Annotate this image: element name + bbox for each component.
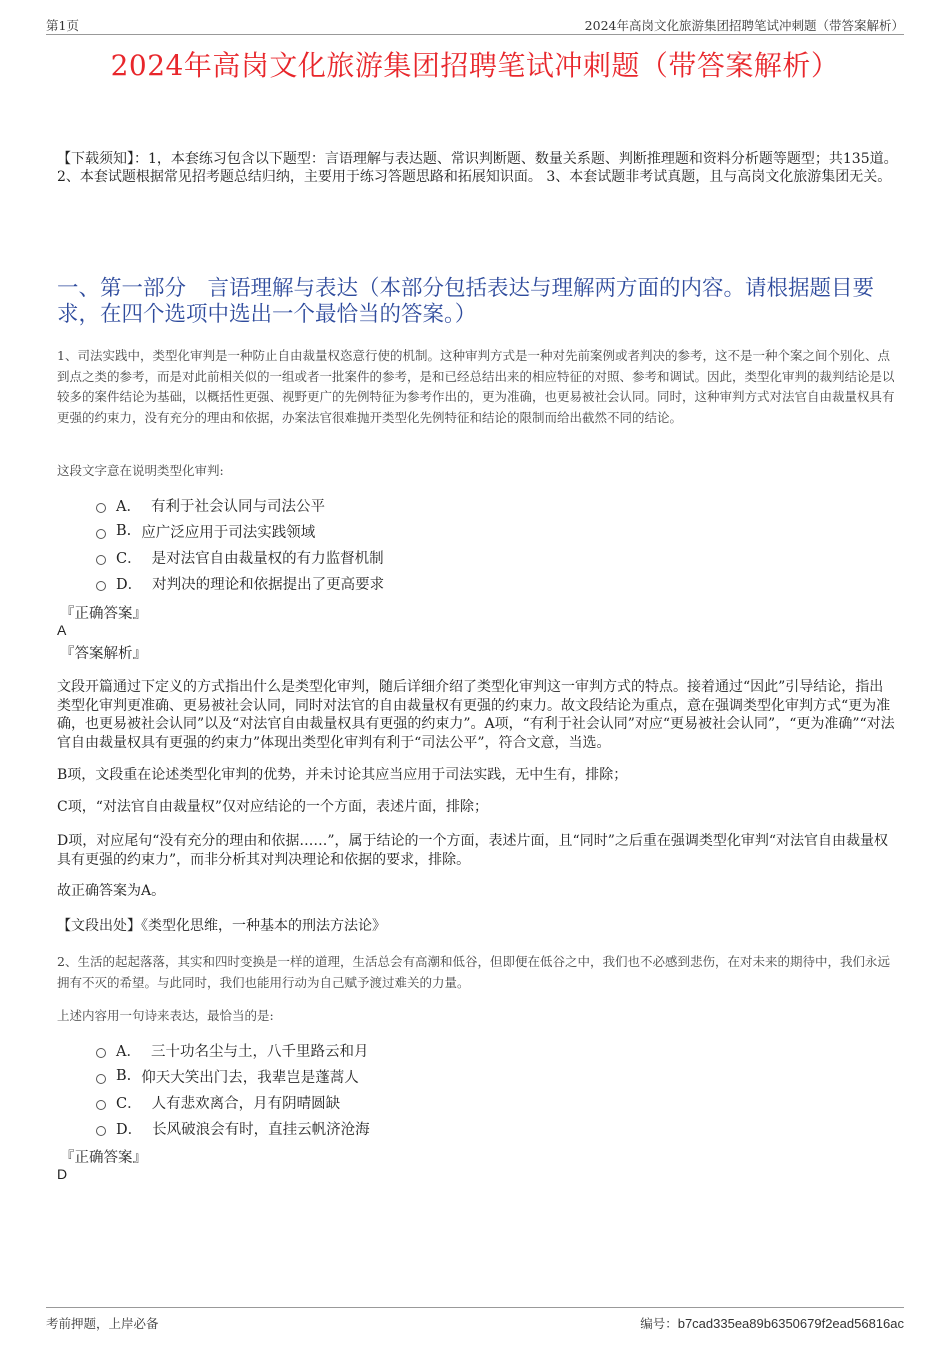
option-letter: A． [116,498,141,515]
option-letter: D． [116,1121,143,1138]
option-text: 是对法官自由裁量权的有力监督机制 [151,550,384,567]
option-text: 仰天大笑出门去，我辈岂是蓬蒿人 [141,1069,359,1086]
correct-answer: A [57,622,67,638]
option-d[interactable] [96,570,384,596]
option-text: 应广泛应用于司法实践领域 [141,524,316,541]
radio-icon[interactable] [96,555,106,565]
analysis-paragraph: 文段开篇通过下定义的方式指出什么是类型化审判，随后详细介绍了类型化审判这一审判方式的特点。接着通过“因此”引导结论，指出类型化审判更准确、更易被社会认同，同时对法官的自由裁量权有更强的约束力。故文段结论为重点，意在强调类型化审判方式“更为准确，也更易被社会认同”以及“对法官自由裁量权具有更强的约束力”。A项，“有利于社会认同”对应“更易被社会认同”，“更为准确”“对法官自由裁量权具有更强的约束力”体现出类型化审判有利于“司法公平”，符合文意，当选。 [57,679,895,751]
page-header [46,14,904,35]
correct-answer-label: 『正确答案』 [60,606,147,622]
correct-answer: D [57,1166,68,1182]
question-2-options [96,1037,370,1141]
option-letter: A． [116,1043,141,1060]
option-letter: C． [116,1095,142,1112]
footer-slogan: 考前押题，上岸必备 [46,1316,159,1331]
radio-icon[interactable] [96,1100,106,1110]
option-a[interactable] [96,1037,370,1063]
analysis-paragraph: B项，文段重在论述类型化审判的优势，并未讨论其应当应用于司法实践，无中生有，排除； [57,767,628,783]
question-1-prompt: 这段文字意在说明类型化审判: [57,463,224,478]
radio-icon[interactable] [96,503,106,513]
option-text: 有利于社会认同与司法公平 [150,498,325,515]
option-letter: D． [116,576,143,593]
analysis-paragraph: D项，对应尾句“没有充分的理由和依据……”，属于结论的一个方面，表述片面，且“同时”之后重在强调类型化审判“对法官自由裁量权具有更强的约束力”，而非分析其对判决理论和依据的要求，排除。 [57,833,889,868]
analysis-conclusion: 故正确答案为A。 [57,883,166,899]
page-number: 第1页 [46,18,79,33]
radio-icon[interactable] [96,1074,106,1084]
option-c[interactable] [96,544,384,570]
section-title: 一、第一部分 言语理解与表达（本部分包括表达与理解两方面的内容。请根据题目要求，在四个选项中选出一个最恰当的答案。） [57,276,875,327]
radio-icon[interactable] [96,1126,106,1136]
option-b[interactable] [96,1063,370,1089]
option-d[interactable] [96,1115,370,1141]
footer-code-block [640,1314,904,1332]
radio-icon[interactable] [96,529,106,539]
option-text: 长风破浪会有时，直挂云帆济沧海 [152,1121,370,1138]
question-2-text: 2、生活的起起落落，其实和四时变换是一样的道理，生活总会有高潮和低谷，但即便在低谷之中，我们也不必感到悲伤，在对未来的期待中，我们永远拥有不灭的希望。与此同时，我们也能用行动为自己赋予渡过难关的力量。 [57,954,890,990]
page-footer [46,1307,904,1330]
option-letter: C． [116,550,142,567]
question-1-text: 1、司法实践中，类型化审判是一种防止自由裁量权恣意行使的机制。这种审判方式是一种对先前案例或者判决的参考，这不是一种个案之间个别化、点到点之类的参考，而是对此前相关似的一组或者一批案件的参考，是和已经总结出来的相应特征的对照、参考和调试。因此，类型化审判的裁判结论是以较多的案件结论为基础，以概括性更强、视野更广的先例特征为参考作出的，更为准确，也更易被社会认同。同时，这种审判方式对法官自由裁量权具有更强的约束力，没有充分的理由和依据，办案法官很难抛开类型化先例特征和结论的限制而给出截然不同的结论。 [57,348,895,425]
correct-answer-label: 『正确答案』 [60,1150,147,1166]
header-doc-title: 2024年高岗文化旅游集团招聘笔试冲刺题（带答案解析） [584,18,904,33]
analysis-label: 『答案解析』 [60,646,147,662]
footer-code: b7cad335ea89b6350679f2ead56816ac [677,1316,904,1331]
option-b[interactable] [96,518,384,544]
radio-icon[interactable] [96,1048,106,1058]
footer-code-label: 编号： [640,1316,678,1331]
page-title: 2024年高岗文化旅游集团招聘笔试冲刺题（带答案解析） [110,49,840,82]
question-2-prompt: 上述内容用一句诗来表达，最恰当的是: [57,1008,274,1023]
option-text: 三十功名尘与土，八千里路云和月 [150,1043,369,1060]
download-notice: 【下载须知】：1，本套练习包含以下题型：言语理解与表达题、常识判断题、数量关系题、判断推理题和资料分析题等题型；共135道。 2、本套试题根据常见招考题总结归纳，主要用于练习答题思路和拓展知识面。 3、本套试题非考试真题，且与高岗文化旅游集团无关。 [57,151,898,185]
option-c[interactable] [96,1089,370,1115]
analysis-paragraph: C项，“对法官自由裁量权”仅对应结论的一个方面，表述片面，排除； [57,799,489,815]
option-text: 对判决的理论和依据提出了更高要求 [152,576,385,593]
option-text: 人有悲欢离合，月有阴晴圆缺 [151,1095,341,1112]
question-1-options [96,492,384,596]
text-source: 【文段出处】《类型化思维，一种基本的刑法方法论》 [57,918,386,934]
option-a[interactable] [96,492,384,518]
radio-icon[interactable] [96,581,106,591]
option-letter: B. [116,1068,132,1084]
option-letter: B. [116,523,132,539]
